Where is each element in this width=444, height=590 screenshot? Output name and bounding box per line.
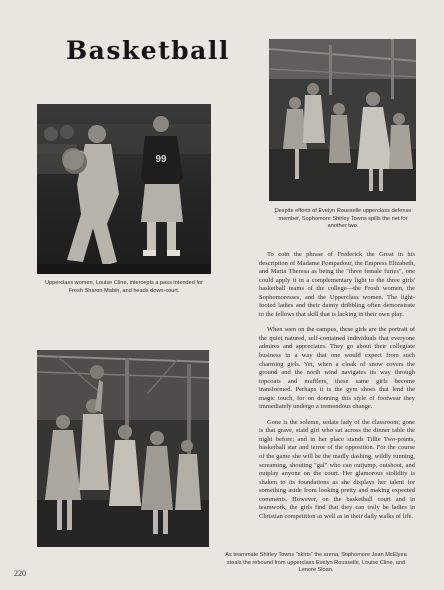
article-paragraph: To coin the phrase of Frederick the Great in his description of Madame Pompadour, the Empress Elizabeth, and Maria Theresa as being the "three female furies", one could apply it in a complementary light to the three girls' basketball teams of the college—the Frosh women, the Sophomoresses, and the Upperclass women. The light-footed ladies and their dainty dribbling often demonstrate to the fellows that skill that is lacking in their own play. [259,251,415,318]
photo-interception-image [37,104,211,274]
page-title: Basketball [66,36,230,65]
article-paragraph: When seen on the campus, these girls are the portrait of the quiet natured, self-contained individuals that everyone admires and appreciates. They go about their collegiate business in a way that one would expect from such charming girls. Yet, when a cloak of snow covers the ground and the north wind navigates its way through topcoats and mufflers, these same girls become transformed. Perhaps it is the gym shoes that lend the magic touch, for on donning this style of footwear they immediately undergo a tremendous change. [259,326,415,411]
photo-shot-at-net-image [269,39,416,201]
article-paragraph: Gone is the solemn, sedate lady of the classroom; gone is that grave, staid girl who sat across the dinner table the night before; and in her place stands Tillie Two-points, basketball star and terror of the opposition. For the course of the game she will be the madly dashing, wildly running, screaming, shouting "gal" who can outjump, outshoot, and outplay anyone on the court. Her glamorous stolidity is shaken to its foundations as she displays her talent for something aside from looking pretty and making expected comments. However, on the basketball court and in teamwork, the girls find that they can truly be ladies in Christian competition as well as in their daily walks of life. [259,418,415,520]
jersey-number: 99 [155,154,167,165]
photo-shot-at-net [269,39,416,201]
photo-rebound-image [37,350,209,547]
article-body [259,251,415,528]
photo-interception-caption: Upperclass women, Louise Cline, intercepts a pass intended for Frosh Sharon Mabin, and heads down-court. [45,280,203,294]
photo-rebound-caption: As teammate Shirley Towns "skirts" the arena, Sophomore Jean McElyea steals the rebound from upperclass Evelyn Rousselle, Louise Cline, and Lenore Sloan. [225,552,407,574]
photo-shot-at-net-caption: Despite efforts of Evelyn Rousselle upperclass defense member, Sophomore Shirley Towns spills the net for another two. [274,208,412,230]
photo-rebound [37,350,209,547]
photo-interception [37,104,211,274]
page-number: 220 [14,569,26,578]
